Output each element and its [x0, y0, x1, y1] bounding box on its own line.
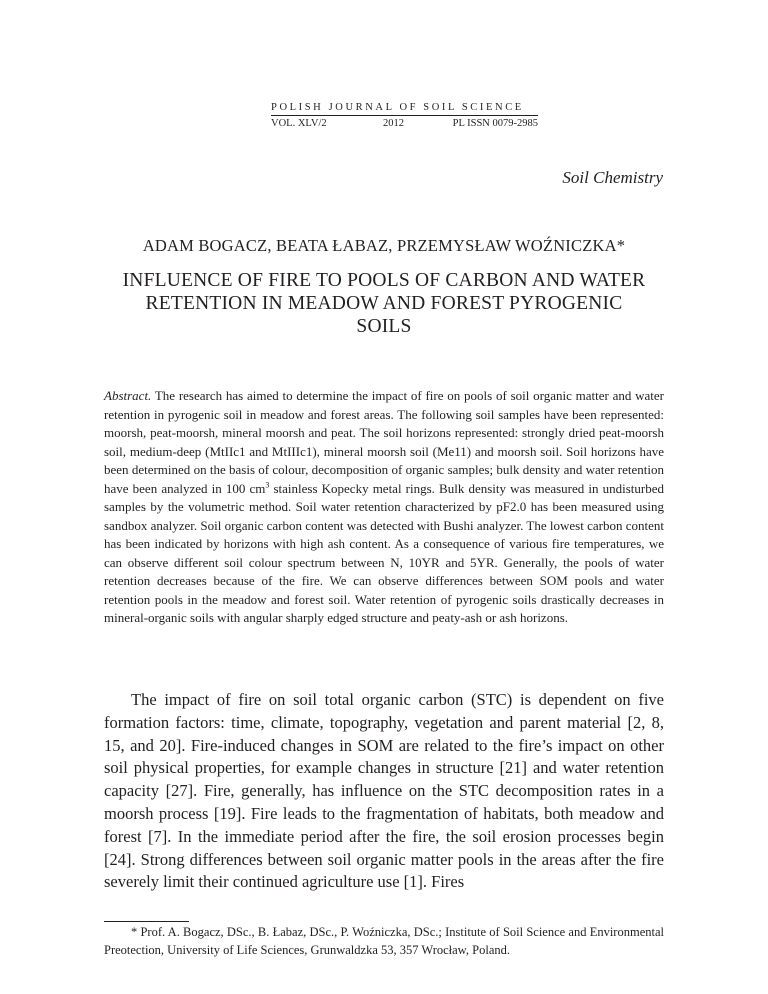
journal-year: 2012	[383, 118, 404, 129]
section-label: Soil Chemistry	[562, 168, 663, 187]
journal-header	[271, 102, 538, 130]
abstract-superscript: 3	[265, 480, 270, 490]
abstract-label: Abstract.	[104, 388, 152, 403]
journal-volume: VOL. XLV/2	[271, 118, 327, 129]
footnote: * Prof. A. Bogacz, DSc., B. Łabaz, DSc., P. Woźniczka, DSc.; Institute of Soil Science and Environmental Preotection, University of Life Sciences, Grunwaldzka 53, 357 Wrocław, Poland.	[104, 925, 664, 957]
abstract	[104, 387, 664, 628]
paper-title	[120, 269, 648, 338]
footnote-divider	[104, 921, 189, 922]
journal-meta	[271, 116, 538, 130]
abstract-text-continued: stainless Kopecky metal rings. Bulk density was measured in undisturbed samples by the volumetric method. Soil water retention characterized by pF2.0 has been measured using sandbox analyzer. Soil organic carbon content was detected with Bushi analyzer. The lowest carbon content has been indicated by horizons with high ash content. As a consequence of various fire temperatures, we can observe different soil colour spectrum between N, 10YR and 5YR. Generally, the pools of water retention decreases because of the fire. We can observe differences between SOM pools and water retention pools in the meadow and forest soil. Water retention of pyrogenic soils drastically decreases in mineral-organic soils with angular sharply edged structure and peaty-ash or ash horizons.	[104, 480, 664, 625]
journal-issn: PL ISSN 0079-2985	[452, 118, 538, 129]
title-line: INFLUENCE OF FIRE TO POOLS OF CARBON AND WATER	[122, 270, 646, 291]
author-list: ADAM BOGACZ, BEATA ŁABAZ, PRZEMYSŁAW WOŹNICZKA*	[142, 236, 626, 255]
body-paragraph: The impact of fire on soil total organic carbon (STC) is dependent on five formation factors: time, climate, topography, vegetation and parent material [2, 8, 15, and 20]. Fire-induced changes in SOM are related to the fire’s impact on other soil physical properties, for example changes in structure [21] and water retention capacity [27]. Fire, generally, has influence on the STC decomposition rates in a moorsh process [19]. Fire leads to the fragmentation of habitats, both meadow and forest [7]. In the immediate period after the fire, the soil erosion processes begin [24]. Strong differences between soil organic matter pools in the areas after the fire severely limit their continued agriculture use [1]. Fires	[104, 690, 664, 892]
journal-name: POLISH JOURNAL OF SOIL SCIENCE	[271, 102, 538, 116]
abstract-text: The research has aimed to determine the impact of fire on pools of soil organic matter and water retention in pyrogenic soil in meadow and forest areas. The following soil samples have been represented: moorsh, peat-moorsh, mineral moorsh and peat. The soil horizons represented: strongly dried peat-moorsh soil, medium-deep (MtIIc1 and MtIIIc1), mineral moorsh soil (Me11) and moorsh soil. Soil horizons have been determined on the basis of colour, decomposition of organic samples; bulk density and water retention have been analyzed in 100 cm	[104, 388, 664, 496]
title-line: RETENTION IN MEADOW AND FOREST PYROGENIC SOILS	[145, 293, 623, 337]
